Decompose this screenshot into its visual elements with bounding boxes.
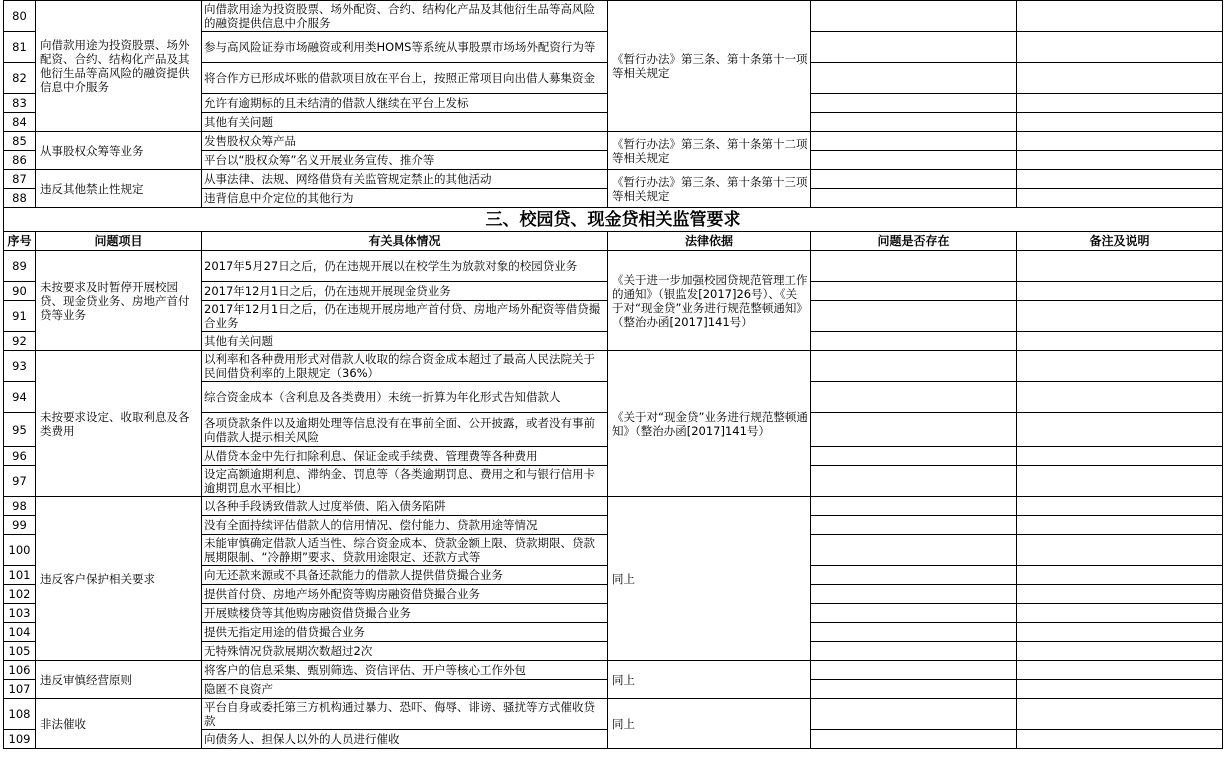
- exists-cell[interactable]: [811, 585, 1017, 604]
- header-remark: 备注及说明: [1017, 232, 1223, 251]
- row-number: 101: [4, 566, 36, 585]
- detail-cell: 设定高额逾期利息、滞纳金、罚息等（各类逾期罚息、费用之和与银行信用卡逾期罚息水平相比）: [202, 466, 608, 497]
- exists-cell[interactable]: [811, 132, 1017, 151]
- detail-cell: 其他有关问题: [202, 113, 608, 132]
- remark-cell[interactable]: [1017, 1, 1223, 32]
- row-number: 89: [4, 251, 36, 282]
- row-number: 96: [4, 447, 36, 466]
- row-number: 100: [4, 535, 36, 566]
- row-number: 108: [4, 699, 36, 730]
- remark-cell[interactable]: [1017, 497, 1223, 516]
- remark-cell[interactable]: [1017, 251, 1223, 282]
- detail-cell: 2017年12月1日之后，仍在违规开展现金贷业务: [202, 282, 608, 301]
- exists-cell[interactable]: [811, 661, 1017, 680]
- table-row: [4, 1, 1223, 32]
- legal-basis: 同上: [608, 661, 811, 699]
- problem-item: 违反其他禁止性规定: [36, 170, 202, 208]
- detail-cell: 将合作方已形成坏账的借款项目放在平台上，按照正常项目向出借人募集资金: [202, 63, 608, 94]
- remark-cell[interactable]: [1017, 447, 1223, 466]
- detail-cell: 向债务人、担保人以外的人员进行催收: [202, 730, 608, 749]
- problem-item: 违反客户保护相关要求: [36, 497, 202, 661]
- exists-cell[interactable]: [811, 170, 1017, 189]
- row-number: 105: [4, 642, 36, 661]
- detail-cell: 隐匿不良资产: [202, 680, 608, 699]
- detail-cell: 开展赎楼贷等其他购房融资借贷撮合业务: [202, 604, 608, 623]
- remark-cell[interactable]: [1017, 189, 1223, 208]
- row-number: 88: [4, 189, 36, 208]
- legal-basis: 同上: [608, 699, 811, 749]
- exists-cell[interactable]: [811, 623, 1017, 642]
- remark-cell[interactable]: [1017, 466, 1223, 497]
- row-number: 98: [4, 497, 36, 516]
- remark-cell[interactable]: [1017, 585, 1223, 604]
- row-number: 82: [4, 63, 36, 94]
- exists-cell[interactable]: [811, 566, 1017, 585]
- remark-cell[interactable]: [1017, 642, 1223, 661]
- remark-cell[interactable]: [1017, 301, 1223, 332]
- problem-item: 非法催收: [36, 699, 202, 749]
- exists-cell[interactable]: [811, 604, 1017, 623]
- remark-cell[interactable]: [1017, 332, 1223, 351]
- detail-cell: 各项贷款条件以及逾期处理等信息没有在事前全面、公开披露，或者没有事前向借款人提示相关风险: [202, 413, 608, 447]
- exists-cell[interactable]: [811, 32, 1017, 63]
- row-number: 84: [4, 113, 36, 132]
- remark-cell[interactable]: [1017, 63, 1223, 94]
- exists-cell[interactable]: [811, 332, 1017, 351]
- remark-cell[interactable]: [1017, 351, 1223, 382]
- header-row: [4, 232, 1223, 251]
- remark-cell[interactable]: [1017, 94, 1223, 113]
- remark-cell[interactable]: [1017, 32, 1223, 63]
- detail-cell: 平台以“股权众筹”名义开展业务宣传、推介等: [202, 151, 608, 170]
- detail-cell: 2017年12月1日之后，仍在违规开展房地产首付贷、房地产场外配资等借贷撮合业务: [202, 301, 608, 332]
- remark-cell[interactable]: [1017, 413, 1223, 447]
- detail-cell: 平台自身或委托第三方机构通过暴力、恐吓、侮辱、诽谤、骚扰等方式催收贷款: [202, 699, 608, 730]
- detail-cell: 综合资金成本（含利息及各类费用）未统一折算为年化形式告知借款人: [202, 382, 608, 413]
- row-number: 91: [4, 301, 36, 332]
- remark-cell[interactable]: [1017, 170, 1223, 189]
- detail-cell: 以利率和各种费用形式对借款人收取的综合资金成本超过了最高人民法院关于民间借贷利率的上限规定（36%）: [202, 351, 608, 382]
- header-item: 问题项目: [36, 232, 202, 251]
- detail-cell: 无特殊情况贷款展期次数超过2次: [202, 642, 608, 661]
- problem-item: 未按要求及时暂停开展校园贷、现金贷业务、房地产首付贷等业务: [36, 251, 202, 351]
- problem-item: 向借款用途为投资股票、场外配资、合约、结构化产品及其他衍生品等高风险的融资提供信息中介服务: [36, 1, 202, 132]
- exists-cell[interactable]: [811, 113, 1017, 132]
- table-row: [4, 497, 1223, 516]
- exists-cell[interactable]: [811, 251, 1017, 282]
- header-detail: 有关具体情况: [202, 232, 608, 251]
- row-number: 94: [4, 382, 36, 413]
- remark-cell[interactable]: [1017, 113, 1223, 132]
- exists-cell[interactable]: [811, 642, 1017, 661]
- exists-cell[interactable]: [811, 1, 1017, 32]
- row-number: 106: [4, 661, 36, 680]
- legal-basis: 同上: [608, 497, 811, 661]
- header-exists: 问题是否存在: [811, 232, 1017, 251]
- exists-cell[interactable]: [811, 189, 1017, 208]
- detail-cell: 发售股权众筹产品: [202, 132, 608, 151]
- legal-basis: 《暂行办法》第三条、第十条第十二项等相关规定: [608, 132, 811, 170]
- exists-cell[interactable]: [811, 447, 1017, 466]
- detail-cell: 允许有逾期标的且未结清的借款人继续在平台上发标: [202, 94, 608, 113]
- row-number: 81: [4, 32, 36, 63]
- problem-item: 未按要求设定、收取利息及各类费用: [36, 351, 202, 497]
- remark-cell[interactable]: [1017, 382, 1223, 413]
- exists-cell[interactable]: [811, 466, 1017, 497]
- detail-cell: 以各种手段诱致借款人过度举债、陷入债务陷阱: [202, 497, 608, 516]
- detail-cell: 从事法律、法规、网络借贷有关监管规定禁止的其他活动: [202, 170, 608, 189]
- detail-cell: 违背信息中介定位的其他行为: [202, 189, 608, 208]
- exists-cell[interactable]: [811, 382, 1017, 413]
- detail-cell: 提供首付贷、房地产场外配资等购房融资借贷撮合业务: [202, 585, 608, 604]
- detail-cell: 提供无指定用途的借贷撮合业务: [202, 623, 608, 642]
- exists-cell[interactable]: [811, 351, 1017, 382]
- detail-cell: 向借款用途为投资股票、场外配资、合约、结构化产品及其他衍生品等高风险的融资提供信息中介服务: [202, 1, 608, 32]
- exists-cell[interactable]: [811, 516, 1017, 535]
- exists-cell[interactable]: [811, 151, 1017, 170]
- exists-cell[interactable]: [811, 301, 1017, 332]
- table-row: [4, 170, 1223, 189]
- row-number: 85: [4, 132, 36, 151]
- exists-cell[interactable]: [811, 282, 1017, 301]
- detail-cell: 其他有关问题: [202, 332, 608, 351]
- problem-item: 从事股权众筹等业务: [36, 132, 202, 170]
- header-seq: 序号: [4, 232, 36, 251]
- detail-cell: 向无还款来源或不具备还款能力的借款人提供借贷撮合业务: [202, 566, 608, 585]
- row-number: 90: [4, 282, 36, 301]
- problem-item: 违反审慎经营原则: [36, 661, 202, 699]
- row-number: 109: [4, 730, 36, 749]
- remark-cell[interactable]: [1017, 661, 1223, 680]
- remark-cell[interactable]: [1017, 516, 1223, 535]
- remark-cell[interactable]: [1017, 566, 1223, 585]
- row-number: 103: [4, 604, 36, 623]
- row-number: 80: [4, 1, 36, 32]
- remark-cell[interactable]: [1017, 604, 1223, 623]
- regulatory-checklist-table: [3, 0, 1223, 749]
- row-number: 93: [4, 351, 36, 382]
- header-basis: 法律依据: [608, 232, 811, 251]
- detail-cell: 将客户的信息采集、甄别筛选、资信评估、开户等核心工作外包: [202, 661, 608, 680]
- table-row: [4, 661, 1223, 680]
- table-row: [4, 351, 1223, 382]
- remark-cell[interactable]: [1017, 730, 1223, 749]
- row-number: 92: [4, 332, 36, 351]
- remark-cell[interactable]: [1017, 282, 1223, 301]
- legal-basis: 《暂行办法》第三条、第十条第十三项等相关规定: [608, 170, 811, 208]
- exists-cell[interactable]: [811, 699, 1017, 730]
- row-number: 95: [4, 413, 36, 447]
- remark-cell[interactable]: [1017, 699, 1223, 730]
- exists-cell[interactable]: [811, 535, 1017, 566]
- table-row: [4, 132, 1223, 151]
- row-number: 87: [4, 170, 36, 189]
- table-row: [4, 699, 1223, 730]
- remark-cell[interactable]: [1017, 623, 1223, 642]
- legal-basis: 《暂行办法》第三条、第十条第十一项等相关规定: [608, 1, 811, 132]
- table-row: [4, 251, 1223, 282]
- exists-cell[interactable]: [811, 63, 1017, 94]
- remark-cell[interactable]: [1017, 132, 1223, 151]
- section-title: 三、校园贷、现金贷相关监管要求: [4, 208, 1223, 232]
- row-number: 97: [4, 466, 36, 497]
- row-number: 99: [4, 516, 36, 535]
- row-number: 107: [4, 680, 36, 699]
- remark-cell[interactable]: [1017, 151, 1223, 170]
- exists-cell[interactable]: [811, 730, 1017, 749]
- legal-basis: 《关于进一步加强校园贷规范管理工作的通知》（银监发[2017]26号）、《关于对“现金贷”业务进行规范整顿通知》（整治办函[2017]141号）: [608, 251, 811, 351]
- remark-cell[interactable]: [1017, 680, 1223, 699]
- section-title-row: [4, 208, 1223, 232]
- detail-cell: 参与高风险证券市场融资或利用类HOMS等系统从事股票市场场外配资行为等: [202, 32, 608, 63]
- detail-cell: 未能审慎确定借款人适当性、综合资金成本、贷款金额上限、贷款期限、贷款展期限制、“冷静期”要求、贷款用途限定、还款方式等: [202, 535, 608, 566]
- row-number: 86: [4, 151, 36, 170]
- row-number: 104: [4, 623, 36, 642]
- exists-cell[interactable]: [811, 680, 1017, 699]
- remark-cell[interactable]: [1017, 535, 1223, 566]
- row-number: 83: [4, 94, 36, 113]
- exists-cell[interactable]: [811, 497, 1017, 516]
- detail-cell: 没有全面持续评估借款人的信用情况、偿付能力、贷款用途等情况: [202, 516, 608, 535]
- detail-cell: 从借贷本金中先行扣除利息、保证金或手续费、管理费等各种费用: [202, 447, 608, 466]
- row-number: 102: [4, 585, 36, 604]
- exists-cell[interactable]: [811, 413, 1017, 447]
- legal-basis: 《关于对“现金贷”业务进行规范整顿通知》（整治办函[2017]141号）: [608, 351, 811, 497]
- exists-cell[interactable]: [811, 94, 1017, 113]
- detail-cell: 2017年5月27日之后，仍在违规开展以在校学生为放款对象的校园贷业务: [202, 251, 608, 282]
